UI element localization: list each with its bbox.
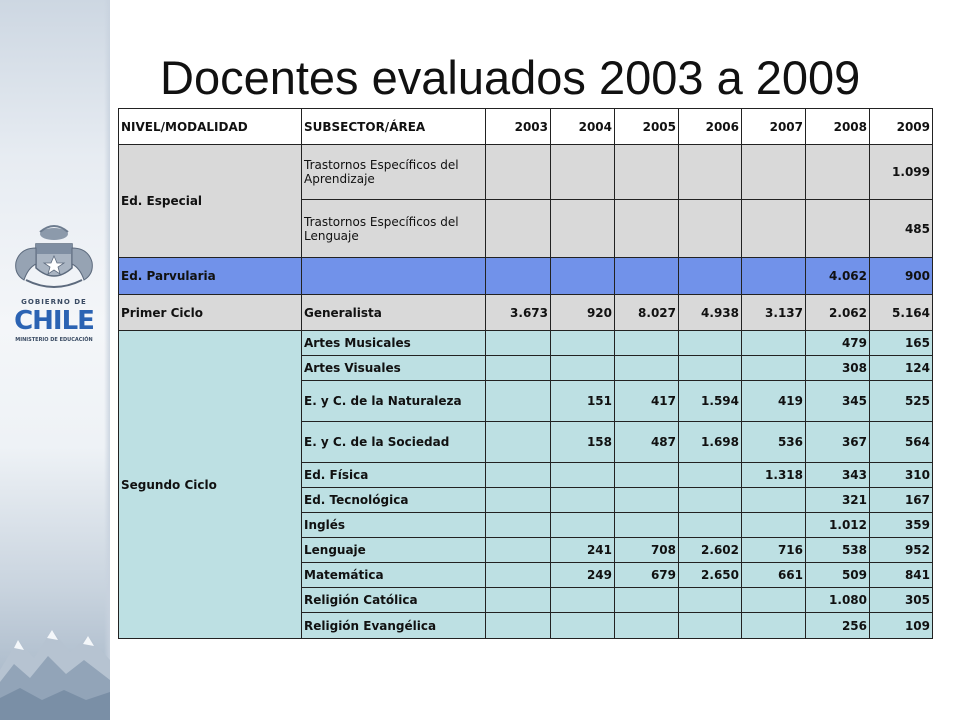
value-cell xyxy=(551,488,615,513)
value-cell: 1.698 xyxy=(679,422,742,463)
value-cell: 525 xyxy=(870,381,933,422)
value-cell xyxy=(742,200,806,258)
subsector-cell: Artes Visuales xyxy=(302,356,486,381)
value-cell xyxy=(615,613,679,639)
value-cell: 151 xyxy=(551,381,615,422)
value-cell: 417 xyxy=(615,381,679,422)
value-cell: 716 xyxy=(742,538,806,563)
value-cell xyxy=(486,463,551,488)
value-cell xyxy=(486,488,551,513)
value-cell: 3.673 xyxy=(486,295,551,331)
value-cell xyxy=(551,258,615,295)
subsector-cell: Matemática xyxy=(302,563,486,588)
value-cell: 321 xyxy=(806,488,870,513)
value-cell xyxy=(806,145,870,200)
value-cell xyxy=(486,588,551,613)
value-cell xyxy=(679,613,742,639)
value-cell xyxy=(742,488,806,513)
value-cell: 920 xyxy=(551,295,615,331)
table-row xyxy=(119,331,933,356)
value-cell: 359 xyxy=(870,513,933,538)
value-cell: 4.938 xyxy=(679,295,742,331)
table-row xyxy=(119,295,933,331)
value-cell: 679 xyxy=(615,563,679,588)
value-cell: 841 xyxy=(870,563,933,588)
value-cell xyxy=(486,145,551,200)
value-cell: 305 xyxy=(870,588,933,613)
value-cell: 256 xyxy=(806,613,870,639)
value-cell xyxy=(679,513,742,538)
subsector-cell: Generalista xyxy=(302,295,486,331)
nivel-cell-ed-parvularia: Ed. Parvularia xyxy=(119,258,302,295)
value-cell: 661 xyxy=(742,563,806,588)
subsector-cell: Religión Evangélica xyxy=(302,613,486,639)
value-cell: 1.012 xyxy=(806,513,870,538)
value-cell: 167 xyxy=(870,488,933,513)
value-cell xyxy=(486,613,551,639)
subsector-cell: Ed. Física xyxy=(302,463,486,488)
value-cell xyxy=(679,356,742,381)
value-cell xyxy=(679,200,742,258)
value-cell xyxy=(551,588,615,613)
value-cell xyxy=(486,200,551,258)
nivel-cell-ed-especial: Ed. Especial xyxy=(119,145,302,258)
value-cell xyxy=(742,145,806,200)
value-cell: 952 xyxy=(870,538,933,563)
value-cell: 8.027 xyxy=(615,295,679,331)
value-cell xyxy=(615,258,679,295)
value-cell xyxy=(486,563,551,588)
value-cell xyxy=(679,145,742,200)
value-cell xyxy=(486,331,551,356)
subsector-cell: Trastornos Específicos del Lenguaje xyxy=(302,200,486,258)
column-header: 2007 xyxy=(742,109,806,145)
header-row xyxy=(119,109,933,145)
value-cell xyxy=(615,488,679,513)
value-cell xyxy=(679,588,742,613)
value-cell xyxy=(679,463,742,488)
value-cell xyxy=(551,463,615,488)
column-header: 2006 xyxy=(679,109,742,145)
logo-gobierno-text: GOBIERNO DE xyxy=(21,298,87,306)
column-header: SUBSECTOR/ÁREA xyxy=(302,109,486,145)
subsector-cell: Ed. Tecnológica xyxy=(302,488,486,513)
value-cell xyxy=(679,331,742,356)
value-cell xyxy=(742,613,806,639)
value-cell: 509 xyxy=(806,563,870,588)
logo-chile-text: CHILE xyxy=(14,306,94,336)
value-cell xyxy=(615,145,679,200)
subsector-cell: Religión Católica xyxy=(302,588,486,613)
value-cell: 2.062 xyxy=(806,295,870,331)
value-cell xyxy=(551,145,615,200)
value-cell: 538 xyxy=(806,538,870,563)
value-cell xyxy=(486,513,551,538)
subsector-cell: E. y C. de la Naturaleza xyxy=(302,381,486,422)
value-cell: 487 xyxy=(615,422,679,463)
subsector-cell: Artes Musicales xyxy=(302,331,486,356)
subsector-cell: E. y C. de la Sociedad xyxy=(302,422,486,463)
value-cell: 1.080 xyxy=(806,588,870,613)
value-cell: 485 xyxy=(870,200,933,258)
value-cell: 2.602 xyxy=(679,538,742,563)
value-cell: 3.137 xyxy=(742,295,806,331)
value-cell: 1.099 xyxy=(870,145,933,200)
value-cell xyxy=(742,513,806,538)
value-cell xyxy=(742,258,806,295)
value-cell: 708 xyxy=(615,538,679,563)
coat-of-arms-icon xyxy=(6,218,102,298)
value-cell xyxy=(615,463,679,488)
value-cell: 345 xyxy=(806,381,870,422)
nivel-cell-primer-ciclo: Primer Ciclo xyxy=(119,295,302,331)
docentes-table xyxy=(118,108,933,639)
value-cell: 2.650 xyxy=(679,563,742,588)
value-cell: 165 xyxy=(870,331,933,356)
column-header: 2004 xyxy=(551,109,615,145)
value-cell: 308 xyxy=(806,356,870,381)
value-cell: 4.062 xyxy=(806,258,870,295)
subsector-cell: Lenguaje xyxy=(302,538,486,563)
subsector-cell: Trastornos Específicos del Aprendizaje xyxy=(302,145,486,200)
value-cell: 367 xyxy=(806,422,870,463)
value-cell xyxy=(486,356,551,381)
table-row xyxy=(119,145,933,200)
value-cell xyxy=(486,381,551,422)
value-cell xyxy=(615,513,679,538)
value-cell: 109 xyxy=(870,613,933,639)
value-cell: 158 xyxy=(551,422,615,463)
value-cell xyxy=(742,588,806,613)
column-header: 2003 xyxy=(486,109,551,145)
value-cell: 1.318 xyxy=(742,463,806,488)
value-cell xyxy=(486,538,551,563)
value-cell xyxy=(551,513,615,538)
value-cell: 900 xyxy=(870,258,933,295)
nivel-cell-segundo-ciclo: Segundo Ciclo xyxy=(119,331,302,639)
value-cell xyxy=(679,488,742,513)
value-cell: 343 xyxy=(806,463,870,488)
value-cell xyxy=(742,356,806,381)
value-cell xyxy=(615,588,679,613)
gobierno-de-chile-logo xyxy=(6,218,102,348)
value-cell xyxy=(551,331,615,356)
value-cell: 1.594 xyxy=(679,381,742,422)
value-cell xyxy=(486,258,551,295)
value-cell: 479 xyxy=(806,331,870,356)
column-header: NIVEL/MODALIDAD xyxy=(119,109,302,145)
value-cell xyxy=(486,422,551,463)
value-cell: 249 xyxy=(551,563,615,588)
value-cell: 564 xyxy=(870,422,933,463)
value-cell xyxy=(615,356,679,381)
value-cell xyxy=(679,258,742,295)
value-cell xyxy=(551,613,615,639)
snowy-mountains-image xyxy=(0,600,110,720)
logo-ministerio-text: MINISTERIO DE EDUCACIÓN xyxy=(15,337,93,343)
value-cell: 241 xyxy=(551,538,615,563)
value-cell xyxy=(551,356,615,381)
value-cell xyxy=(742,331,806,356)
value-cell: 5.164 xyxy=(870,295,933,331)
column-header: 2008 xyxy=(806,109,870,145)
value-cell: 419 xyxy=(742,381,806,422)
value-cell xyxy=(806,200,870,258)
subsector-cell: Inglés xyxy=(302,513,486,538)
sidebar-decoration xyxy=(0,0,110,720)
value-cell xyxy=(551,200,615,258)
value-cell: 124 xyxy=(870,356,933,381)
value-cell xyxy=(615,200,679,258)
subsector-cell xyxy=(302,258,486,295)
table-row xyxy=(119,258,933,295)
value-cell: 536 xyxy=(742,422,806,463)
column-header: 2005 xyxy=(615,109,679,145)
slide-title: Docentes evaluados 2003 a 2009 xyxy=(160,51,861,104)
value-cell xyxy=(615,331,679,356)
value-cell: 310 xyxy=(870,463,933,488)
column-header: 2009 xyxy=(870,109,933,145)
